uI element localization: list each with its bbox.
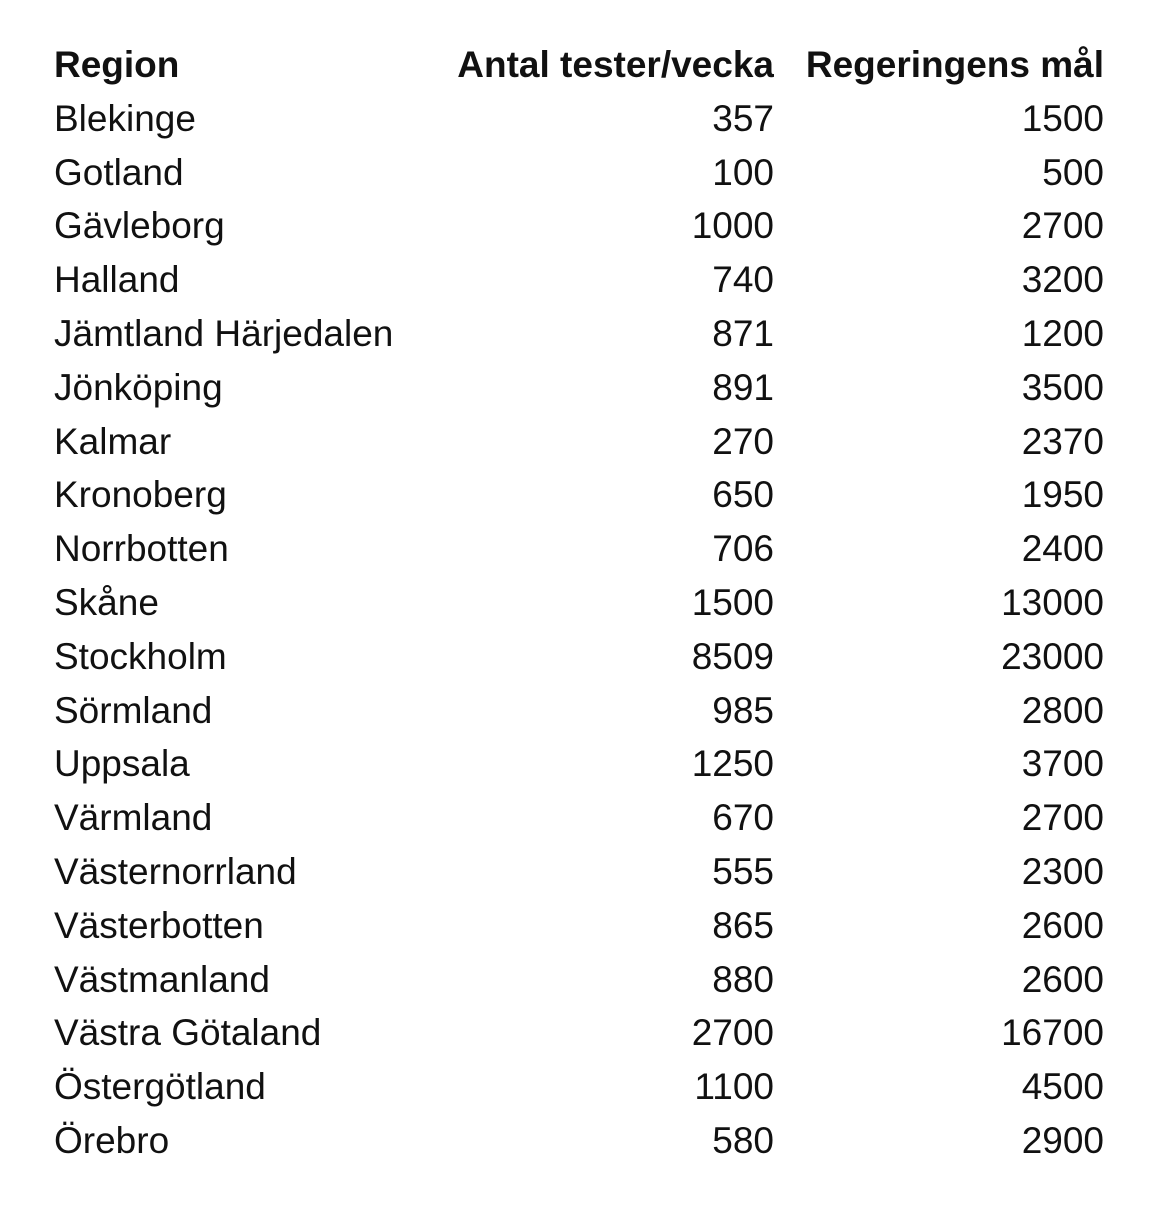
header-region: Region xyxy=(54,44,180,85)
header-tests-per-week: Antal tester/vecka xyxy=(457,44,774,85)
region-cell: Östergötland xyxy=(54,1066,266,1108)
region-cell: Norrbotten xyxy=(54,528,229,570)
government-goal-cell: 2300 xyxy=(1021,850,1104,892)
region-cell: Gotland xyxy=(54,151,184,193)
region-cell: Sörmland xyxy=(54,689,213,731)
table-row xyxy=(54,1060,1104,1114)
tests-per-week-cell: 985 xyxy=(712,689,774,731)
tests-per-week-cell: 891 xyxy=(712,366,774,408)
region-cell: Jämtland Härjedalen xyxy=(54,312,394,354)
government-goal-cell: 3500 xyxy=(1021,366,1104,408)
tests-per-week-cell: 8509 xyxy=(691,635,774,677)
table-row xyxy=(54,737,1104,791)
government-goal-cell: 2600 xyxy=(1021,958,1104,1000)
government-goal-cell: 2700 xyxy=(1021,797,1104,839)
table-row xyxy=(54,522,1104,576)
region-cell: Örebro xyxy=(54,1119,170,1161)
region-cell: Västerbotten xyxy=(54,904,264,946)
table-row xyxy=(54,415,1104,469)
table-row xyxy=(54,1006,1104,1060)
region-cell: Västmanland xyxy=(54,958,270,1000)
government-goal-cell: 2600 xyxy=(1021,904,1104,946)
table-row xyxy=(54,253,1104,307)
table-row xyxy=(54,92,1104,146)
tests-per-week-cell: 270 xyxy=(712,420,774,462)
region-cell: Uppsala xyxy=(54,743,190,785)
government-goal-cell: 13000 xyxy=(1001,581,1104,623)
government-goal-cell: 23000 xyxy=(1001,635,1104,677)
tests-per-week-cell: 555 xyxy=(712,850,774,892)
header-government-goal: Regeringens mål xyxy=(805,44,1104,85)
government-goal-cell: 2400 xyxy=(1021,528,1104,570)
region-cell: Kalmar xyxy=(54,420,172,462)
tests-per-week-cell: 880 xyxy=(712,958,774,1000)
table-row xyxy=(54,468,1104,522)
tests-per-week-cell: 740 xyxy=(712,259,774,301)
government-goal-cell: 3700 xyxy=(1021,743,1104,785)
government-goal-cell: 2370 xyxy=(1021,420,1104,462)
table-row xyxy=(54,576,1104,630)
tests-per-week-cell: 706 xyxy=(712,528,774,570)
table-row xyxy=(54,1114,1104,1168)
government-goal-cell: 2700 xyxy=(1021,205,1104,247)
header-row xyxy=(54,38,1104,92)
region-cell: Gävleborg xyxy=(54,205,225,247)
table-row xyxy=(54,199,1104,253)
region-cell: Blekinge xyxy=(54,97,196,139)
tests-per-week-cell: 2700 xyxy=(691,1012,774,1054)
table-row xyxy=(54,791,1104,845)
government-goal-cell: 3200 xyxy=(1021,259,1104,301)
table-row xyxy=(54,630,1104,684)
tests-per-week-cell: 670 xyxy=(712,797,774,839)
table-row xyxy=(54,307,1104,361)
government-goal-cell: 1950 xyxy=(1021,474,1104,516)
table-row xyxy=(54,361,1104,415)
region-cell: Halland xyxy=(54,259,180,301)
tests-per-week-cell: 650 xyxy=(712,474,774,516)
region-cell: Västernorrland xyxy=(54,850,297,892)
tests-per-week-cell: 871 xyxy=(712,312,774,354)
tests-per-week-cell: 1000 xyxy=(691,205,774,247)
tests-per-week-cell: 357 xyxy=(712,97,774,139)
region-cell: Västra Götaland xyxy=(54,1012,322,1054)
government-goal-cell: 1200 xyxy=(1021,312,1104,354)
government-goal-cell: 2900 xyxy=(1021,1119,1104,1161)
spreadsheet-area xyxy=(54,38,1104,1168)
government-goal-cell: 4500 xyxy=(1021,1066,1104,1108)
tests-per-week-cell: 1250 xyxy=(691,743,774,785)
table-body xyxy=(54,92,1104,1168)
table-row xyxy=(54,953,1104,1007)
tests-per-week-cell: 100 xyxy=(712,151,774,193)
tests-per-week-cell: 580 xyxy=(712,1119,774,1161)
tests-per-week-cell: 1100 xyxy=(694,1066,774,1108)
region-cell: Jönköping xyxy=(54,366,223,408)
government-goal-cell: 2800 xyxy=(1021,689,1104,731)
region-cell: Kronoberg xyxy=(54,474,227,516)
table-row xyxy=(54,899,1104,953)
government-goal-cell: 500 xyxy=(1042,151,1104,193)
tests-per-week-cell: 1500 xyxy=(691,581,774,623)
table-row xyxy=(54,684,1104,738)
region-cell: Stockholm xyxy=(54,635,227,677)
table-row xyxy=(54,845,1104,899)
tests-per-week-cell: 865 xyxy=(712,904,774,946)
government-goal-cell: 1500 xyxy=(1021,97,1104,139)
region-cell: Skåne xyxy=(54,581,159,623)
region-cell: Värmland xyxy=(54,797,213,839)
region-test-table xyxy=(54,38,1104,1168)
government-goal-cell: 16700 xyxy=(1001,1012,1104,1054)
table-row xyxy=(54,146,1104,200)
